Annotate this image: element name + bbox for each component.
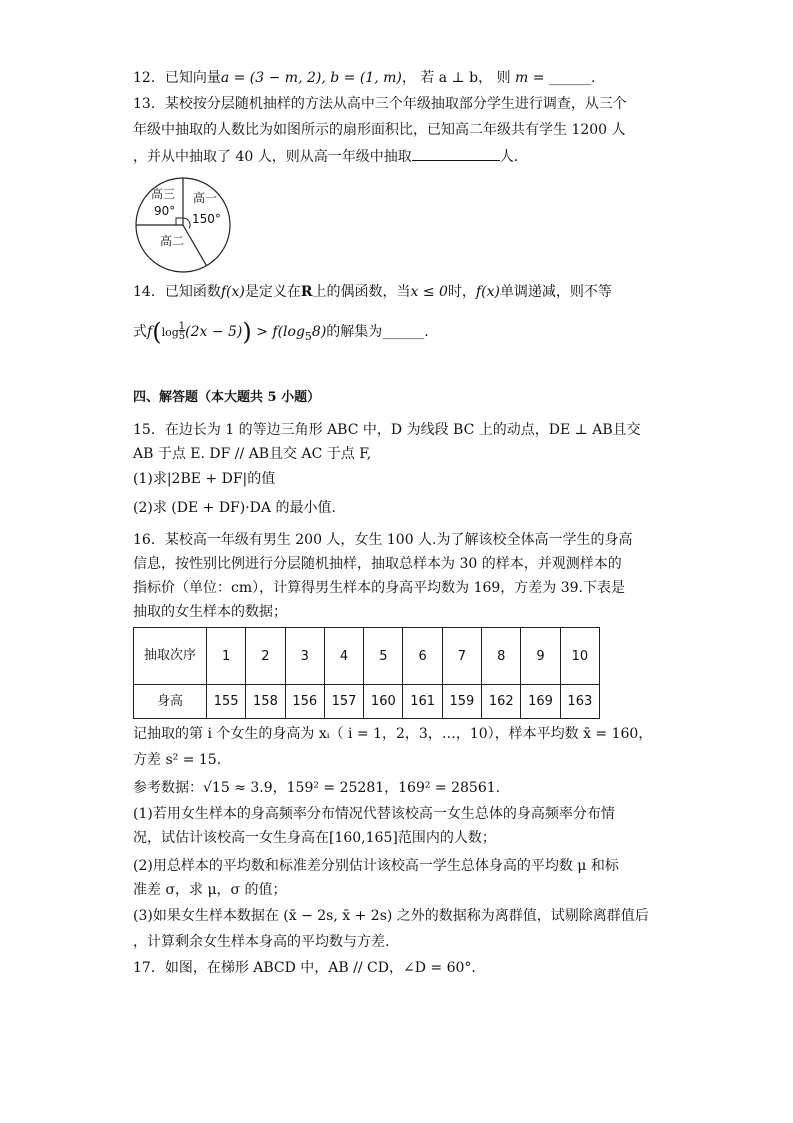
table-row-order <box>134 628 600 685</box>
female-height-table <box>133 627 600 719</box>
table-cell: 161 <box>403 685 442 719</box>
q14-text-b: 是定义在 <box>244 284 301 300</box>
q16-part-1b: 况，试估计该校高一女生身高在[160,165]范围内的人数； <box>133 830 496 846</box>
table-cell: 158 <box>246 685 285 719</box>
table-cell: 6 <box>403 628 442 685</box>
table-cell: 162 <box>482 685 521 719</box>
table-header-order: 抽取次序 <box>134 628 207 685</box>
q14-fx: f(x) <box>220 284 245 300</box>
q16-part-3b: ，计算剩余女生样本身高的平均数与方差. <box>133 934 390 950</box>
table-cell: 1 <box>207 628 246 685</box>
q14-rhs-arg: 8) <box>311 324 327 340</box>
table-cell: 159 <box>442 685 481 719</box>
table-cell: 3 <box>285 628 324 685</box>
q14-rhs: > f(log <box>256 324 305 340</box>
q14-rhs-base: 5 <box>304 329 312 343</box>
q13-answer-blank <box>412 146 500 161</box>
table-cell: 7 <box>442 628 481 685</box>
q14-real-set: R <box>300 284 313 300</box>
q14-line-1 <box>133 282 612 302</box>
q13-line-2: 年级中抽取的人数比为如图所示的扇形面积比，已知高二年级共有学生 1200 人 <box>133 122 626 138</box>
table-cell: 8 <box>482 628 521 685</box>
q14-text-a: 14．已知函数 <box>133 284 221 300</box>
section-4-title: 四、解答题（本大题共 5 小题） <box>133 390 321 405</box>
pie-label-senior1: 高一 <box>193 191 218 205</box>
grade-pie-chart <box>133 175 233 275</box>
q13-line-3 <box>133 146 528 167</box>
q14-line-2: 式$f(\log\frac{1}{5}(2x - 5)) > f(\log_58)$的解集为______. <box>133 318 429 346</box>
table-cell: 5 <box>364 628 403 685</box>
q14-text-shi: 式 <box>133 324 147 340</box>
table-cell: 156 <box>285 685 324 719</box>
q16-part-2b: 准差 σ，求 μ，σ 的值； <box>133 882 287 898</box>
q12-vectors: a = (3 − m, 2), b = (1, m) <box>220 70 402 86</box>
table-cell: 155 <box>207 685 246 719</box>
pie-label-senior3-angle: 90° <box>154 204 176 218</box>
pie-label-senior2: 高二 <box>160 234 185 248</box>
q16-line-4: 抽取的女生样本的数据； <box>133 604 287 620</box>
q12-condition: ， 若 a ⊥ b， 则 <box>401 70 511 86</box>
log-base-num: 1 <box>178 321 186 332</box>
q16-line-3: 指标价（单位：cm），计算得男生样本的身高平均数为 169，方差为 39.下表是 <box>133 580 626 596</box>
pie-label-senior1-angle: 150° <box>192 212 221 226</box>
q15-line-1: 15．在边长为 1 的等边三角形 ABC 中，D 为线段 BC 上的动点，DE ⊥ AB且交 <box>133 422 641 438</box>
q12-number-text: 12．已知向量 <box>133 70 221 86</box>
q15-part-1: (1)求|2BE + DF|的值 <box>133 471 276 487</box>
q13-line-1: 13．某校按分层随机抽样的方法从高中三个年级抽取部分学生进行调查，从三个 <box>133 96 627 112</box>
table-cell: 4 <box>324 628 363 685</box>
q15-part-2: (2)求 (DE + DF)·DA 的最小值. <box>133 500 336 516</box>
q16-line-2: 信息，按性别比例进行分层随机抽样，抽取总样本为 30 的样本，并观测样本的 <box>133 556 622 572</box>
q14-log-arg: (2x − 5) <box>185 324 243 340</box>
q16-line-5: 记抽取的第 i 个女生的身高为 xᵢ（ i = 1，2，3，…，10），样本平均数 x̄ = 160， <box>133 726 653 742</box>
q14-text-d: 时， <box>447 284 476 300</box>
q17-line-1: 17．如图，在梯形 ABCD 中，AB // CD，∠D = 60°． <box>133 960 486 976</box>
q16-part-1a: (1)若用女生样本的身高频率分布情况代替该校高一女生总体的身高频率分布情 <box>133 806 615 822</box>
q14-fx-2: f(x) <box>475 284 500 300</box>
table-header-height: 身高 <box>134 685 207 719</box>
table-cell: 9 <box>521 628 560 685</box>
q14-text-e: 单调递减，则不等 <box>499 284 612 300</box>
q16-part-2a: (2)用总样本的平均数和标准差分别估计该校高一学生总体身高的平均数 μ 和标 <box>133 858 619 874</box>
q16-line-7: 参考数据：√15 ≈ 3.9，159² = 25281，169² = 28561. <box>133 780 501 796</box>
q14-text-end: 的解集为______. <box>326 324 429 340</box>
table-cell: 160 <box>364 685 403 719</box>
q12-line <box>133 68 595 88</box>
pie-label-senior3: 高三 <box>151 187 176 201</box>
table-cell: 2 <box>246 628 285 685</box>
q12-answer-blank: m = ______. <box>515 70 596 86</box>
q15-line-2: AB 于点 E. DF // AB且交 AC 于点 F, <box>133 446 372 462</box>
q14-condition: x ≤ 0 <box>410 284 448 300</box>
table-cell: 10 <box>560 628 599 685</box>
q16-line-1: 16．某校高一年级有男生 200 人，女生 100 人.为了解该校全体高一学生的身高 <box>133 532 633 548</box>
log-base-den: 5 <box>178 331 186 342</box>
table-cell: 163 <box>560 685 599 719</box>
q14-text-c: 上的偶函数，当 <box>312 284 411 300</box>
q16-part-3a: (3)如果女生样本数据在 (x̄ − 2s, x̄ + 2s) 之外的数据称为离群值，试剔除离群值后 <box>133 908 649 924</box>
table-cell: 169 <box>521 685 560 719</box>
table-cell: 157 <box>324 685 363 719</box>
q16-line-6: 方差 s² = 15. <box>133 752 222 768</box>
q13-line-3-text: ，并从中抽取了 40 人，则从高一年级中抽取 <box>133 149 412 165</box>
table-row-height <box>134 685 600 719</box>
q13-line-3-end: 人． <box>499 149 528 165</box>
